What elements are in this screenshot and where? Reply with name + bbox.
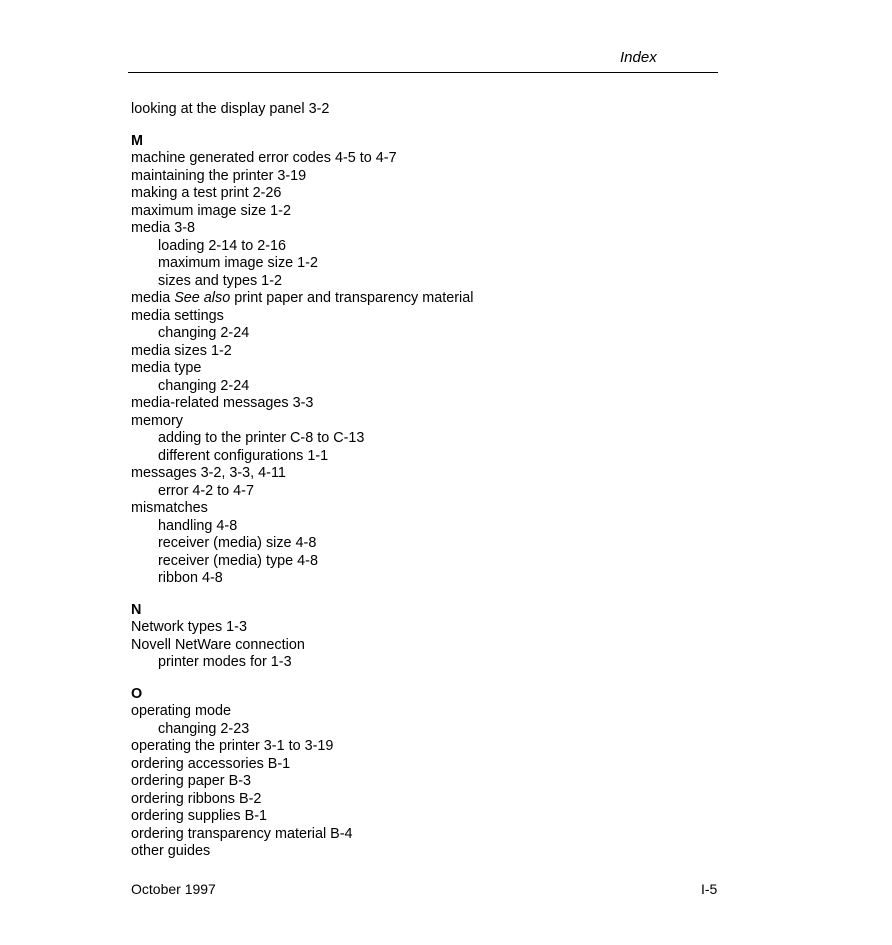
see-also-target: print paper and transparency material [230, 290, 474, 306]
index-entry: maintaining the printer 3-19 [131, 167, 307, 184]
index-entry: making a test print 2-26 [131, 185, 282, 201]
index-entry: ordering ribbons B-2 [131, 790, 262, 807]
index-subentry: adding to the printer C-8 to C-13 [158, 430, 365, 446]
index-body [131, 101, 721, 861]
index-subentry: loading 2-14 to 2-16 [158, 237, 287, 254]
see-also-label: See also [174, 290, 231, 306]
index-entry: maximum image size 1-2 [131, 202, 291, 219]
index-entry: media type [131, 360, 202, 376]
index-subentry: different configurations 1-1 [158, 447, 329, 464]
index-entry: ordering paper B-3 [131, 773, 251, 789]
index-entry: other guides [131, 843, 211, 859]
index-entry: ordering transparency material B-4 [131, 825, 353, 842]
see-also-term: media [131, 290, 175, 306]
index-subentry: printer modes for 1-3 [158, 654, 292, 670]
index-subentry: sizes and types 1-2 [158, 272, 282, 289]
header-rule [128, 72, 718, 73]
section-letter-m: M [131, 132, 143, 149]
index-entry: memory [131, 412, 183, 429]
footer-date: October 1997 [131, 881, 216, 897]
index-subentry: changing 2-23 [158, 720, 250, 737]
index-entry: machine generated error codes 4-5 to 4-7 [131, 150, 397, 166]
index-subentry: changing 2-24 [158, 377, 250, 394]
page-header-title: Index [620, 49, 657, 66]
index-subentry: error 4-2 to 4-7 [158, 482, 254, 499]
index-entry: looking at the display panel 3-2 [131, 101, 330, 117]
index-entry: operating mode [131, 703, 232, 719]
index-entry: Novell NetWare connection [131, 636, 305, 653]
section-letter-n: N [131, 601, 142, 618]
index-subentry: maximum image size 1-2 [158, 255, 318, 271]
index-subentry: handling 4-8 [158, 517, 238, 534]
index-subentry: changing 2-24 [158, 325, 250, 341]
index-subentry: ribbon 4-8 [158, 570, 223, 586]
index-entry: operating the printer 3-1 to 3-19 [131, 738, 334, 754]
index-subentry: receiver (media) type 4-8 [158, 552, 318, 569]
footer-page-number: I-5 [701, 881, 718, 897]
index-entry: media sizes 1-2 [131, 342, 232, 359]
index-entry: ordering supplies B-1 [131, 808, 267, 824]
index-entry: Network types 1-3 [131, 619, 247, 635]
section-letter-o: O [131, 685, 143, 702]
index-entry: media-related messages 3-3 [131, 395, 314, 411]
index-entry: ordering accessories B-1 [131, 755, 291, 772]
index-entry: media 3-8 [131, 220, 195, 236]
index-entry: media settings [131, 307, 224, 324]
index-entry: messages 3-2, 3-3, 4-11 [131, 465, 286, 481]
index-entry: mismatches [131, 500, 208, 516]
index-entry-see-also [131, 290, 721, 308]
index-subentry: receiver (media) size 4-8 [158, 535, 317, 551]
